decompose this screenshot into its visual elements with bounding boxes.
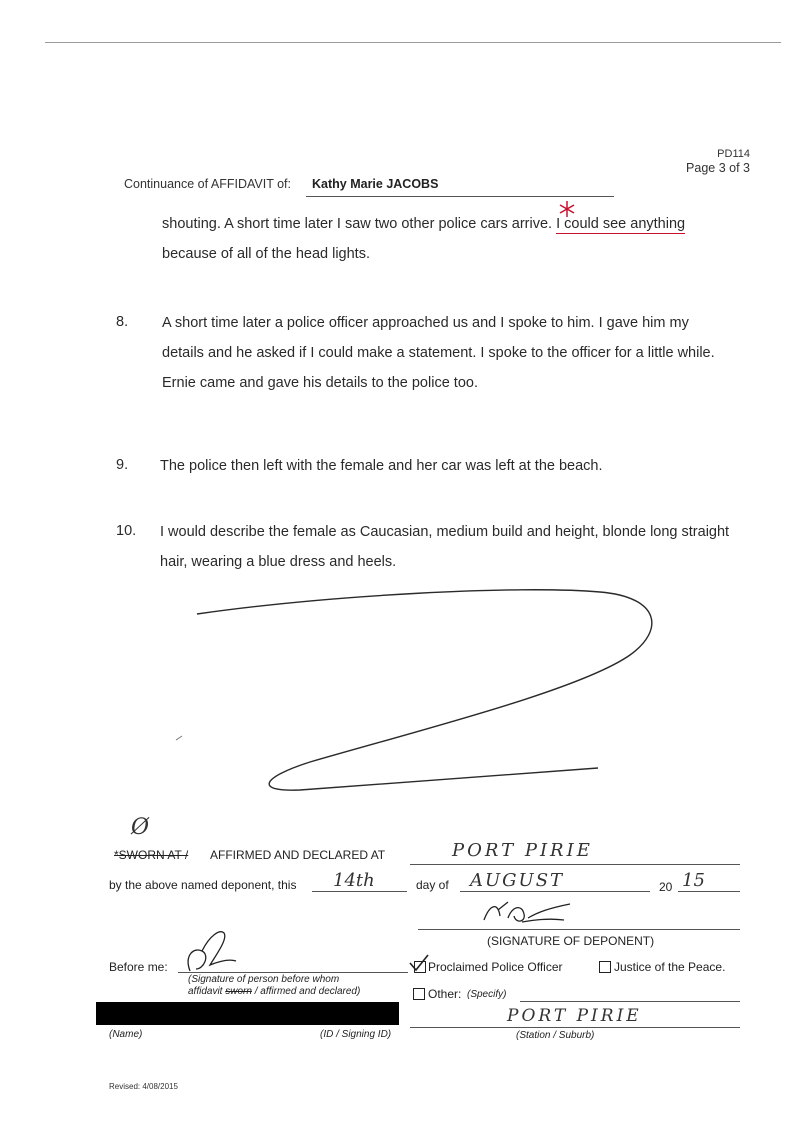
continued-line-2: because of all of the head lights.	[162, 246, 370, 262]
paragraph-line: Ernie came and gave his details to the police too.	[162, 375, 478, 391]
station-line	[410, 1027, 740, 1028]
struck-sworn-text: sworn	[225, 986, 252, 997]
year-prefix: 20	[659, 880, 673, 894]
handwritten-place: PORT PIRIE	[452, 840, 593, 861]
other-label: Other:	[428, 987, 462, 1001]
paragraph-line: details and he asked if I could make a statement. I spoke to the officer for a little while.	[162, 345, 715, 361]
handwritten-month: AUGUST	[470, 870, 565, 891]
deponent-signature	[478, 898, 578, 928]
handwritten-station: PORT PIRIE	[507, 1006, 642, 1026]
witness-signature-label-1: (Signature of person before whom	[188, 974, 340, 985]
paragraph-number: 8.	[116, 314, 129, 330]
year-line	[678, 891, 740, 892]
justice-of-peace-checkbox[interactable]	[599, 961, 611, 973]
handwritten-mark: Ø	[131, 815, 150, 840]
witness-signature	[180, 925, 240, 977]
paragraph-line: I would describe the female as Caucasian, medium build and height, blonde long straight	[160, 524, 730, 540]
deponent-signature-line	[418, 929, 740, 930]
redacted-name-block	[96, 1002, 399, 1025]
continuance-label: Continuance of AFFIDAVIT of:	[124, 177, 291, 191]
sworn-at-label: *SWORN AT /	[114, 848, 189, 862]
deponent-name: Kathy Marie JACOBS	[312, 177, 439, 191]
justice-of-peace-label: Justice of the Peace.	[614, 960, 726, 974]
station-label: (Station / Suburb)	[516, 1030, 595, 1041]
handwritten-year: 15	[682, 870, 705, 891]
red-underlined-text: I could see anything	[556, 216, 686, 232]
form-code: PD114	[717, 148, 750, 160]
day-line	[312, 891, 407, 892]
id-label: (ID / Signing ID)	[320, 1029, 392, 1040]
witness-label-part-b: / affirmed and declared)	[251, 986, 361, 997]
paragraph-number: 9.	[116, 457, 129, 473]
check-mark-icon	[408, 953, 430, 973]
deponent-signature-label: (SIGNATURE OF DEPONENT)	[487, 934, 655, 948]
other-specify-line	[520, 1001, 740, 1002]
handwritten-day: 14th	[333, 870, 375, 891]
other-checkbox[interactable]	[413, 988, 425, 1000]
continued-text-a: shouting. A short time later I saw two other police cars arrive.	[162, 216, 553, 232]
by-deponent-label: by the above named deponent, this	[109, 878, 297, 892]
witness-signature-line	[178, 972, 408, 973]
name-label: (Name)	[109, 1029, 143, 1040]
month-line	[460, 891, 650, 892]
before-me-label: Before me:	[109, 960, 168, 974]
paragraph-line: hair, wearing a blue dress and heels.	[160, 554, 397, 570]
affirmed-declared-label: AFFIRMED AND DECLARED AT	[210, 848, 386, 862]
day-of-label: day of	[416, 878, 449, 892]
paragraph-line: The police then left with the female and her car was left at the beach.	[160, 458, 603, 474]
other-specify-label: (Specify)	[467, 989, 507, 1000]
witness-signature-label-2	[188, 986, 360, 997]
page-number: Page 3 of 3	[686, 161, 750, 175]
place-line	[410, 864, 740, 865]
revised-date: Revised: 4/08/2015	[109, 1082, 178, 1091]
witness-label-part-a: affidavit	[188, 986, 226, 997]
police-officer-label: Proclaimed Police Officer	[428, 960, 563, 974]
paragraph-line: A short time later a police officer approached us and I spoke to him. I gave him my	[162, 315, 689, 331]
paragraph-number: 10.	[116, 523, 137, 539]
